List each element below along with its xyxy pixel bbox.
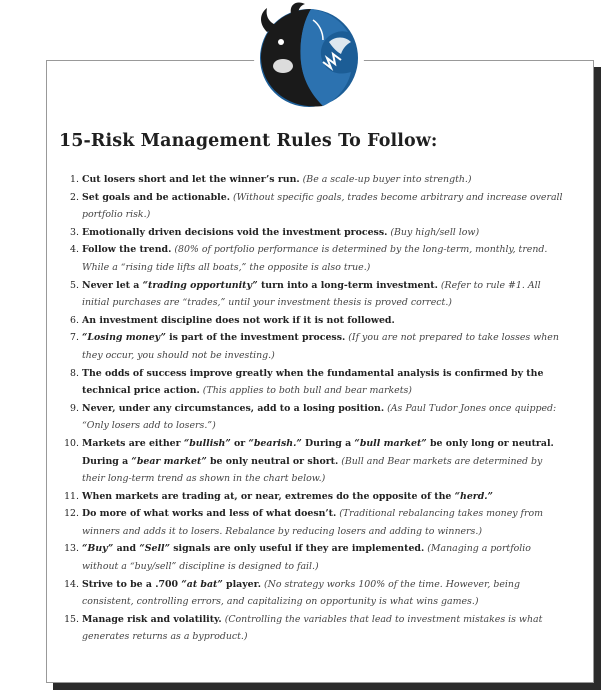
rule-item [64,611,564,646]
rule-item [64,505,564,540]
rule-text: signals are only useful if they are implemented. [169,543,425,555]
rule-note: (Be a scale-up buyer into strength.) [302,174,472,185]
rule-note: (Traditional rebalancing takes money from winners and adds it to losers. Rebalance by reducing losers and adding to winners.) [82,508,544,537]
rule-note: (No strategy works 100% of the time. However, being consistent, controlling errors, and capitalizing on opportunity is what wins games.) [82,578,520,608]
rule-item [64,435,564,488]
rule-text: be only long or neutral. During a [82,437,554,467]
rule-text: Follow the trend. [82,244,172,256]
rule-text: player. [222,578,261,590]
rule-number: 14. [64,578,79,590]
rule-text: turn into a long-term investment. [257,279,438,291]
rule-number: 15. [64,613,79,625]
rule-text: When markets are trading at, or near, extremes do the opposite of the [82,490,455,502]
rule-text: An investment discipline does not work if it is not followed. [82,314,395,326]
rule-note: (Buy high/sell low) [390,226,480,238]
rule-item [64,189,564,224]
rule-text: “bearish.” [248,437,302,449]
rule-text: Markets are either [82,437,184,449]
rule-text: and [113,543,140,555]
rule-item [64,365,564,400]
rule-number: 8. [70,367,79,379]
rule-text: Cut losers short and let the winner’s run. [82,174,300,185]
rule-number: 3. [70,226,79,238]
rule-number: 10. [64,437,79,449]
rule-text: “herd.” [454,490,493,502]
rule-item [64,400,564,435]
rule-text: Never let a [82,279,143,291]
rule-text: The odds of success improve greatly when the fundamental analysis is confirmed by the technical price action. [82,367,544,397]
rule-text: “trading opportunity” [142,279,258,291]
rule-text: “Buy” [82,543,114,555]
rule-item [64,540,564,575]
rule-text: Set goals and be actionable. [82,191,230,203]
rule-text: “bear market” [131,455,207,467]
rule-number: 9. [70,402,79,414]
rule-item [64,488,564,506]
rule-text: Strive to be a .700 [82,578,182,590]
rule-note: (If you are not prepared to take losses when they occur, you should not be investing.) [82,332,559,361]
bull-and-bear-logo-icon [253,2,365,114]
rule-text: Emotionally driven decisions void the investment process. [82,226,388,238]
rule-number: 11. [64,490,79,502]
rule-number: 13. [64,543,79,555]
rule-text: Do more of what works and less of what doesn’t. [82,508,337,520]
rule-number: 12. [64,508,79,520]
rule-text: “Losing money” [82,332,166,344]
rule-note: (As Paul Tudor Jones once quipped: “Only losers add to losers.”) [82,402,557,432]
rule-note: (Managing a portfolio without a “buy/sell” discipline is designed to fail.) [82,543,531,573]
rule-item [64,312,564,330]
rule-item [64,576,564,611]
rule-number: 1. [70,174,79,185]
rule-note: (Refer to rule #1. All initial purchases are “trades,” until your investment thesis is proved correct.) [82,279,541,309]
rule-note: (80% of portfolio performance is determined by the long-term, monthly, trend. While a “rising tide lifts all boats,” the opposite is also true.) [82,244,548,273]
rule-text: “bull market” [354,437,427,449]
rule-text: Manage risk and volatility. [82,613,222,625]
rule-number: 5. [70,279,79,291]
rule-item [64,241,564,276]
rule-note: (Without specific goals, trades become arbitrary and increase overall portfolio risk.) [82,191,563,221]
rule-text: is part of the investment process. [165,332,346,344]
rule-item [64,277,564,312]
rule-number: 4. [70,244,79,256]
rule-number: 6. [70,314,79,326]
rule-note: (Bull and Bear markets are determined by their long-term trend as shown in the chart below.) [82,455,543,485]
rule-item [64,329,564,364]
rule-text: be only neutral or short. [206,455,339,467]
rules-list [64,171,564,646]
rule-item [64,224,564,242]
rule-text: “Sell” [139,543,170,555]
rule-item [64,171,564,189]
rule-note: (Controlling the variables that lead to investment mistakes is what generates returns as a byproduct.) [82,613,543,643]
page-title: 15-Risk Management Rules To Follow: [59,131,438,151]
rule-text: Never, under any circumstances, add to a losing position. [82,402,385,414]
rule-text: “bullish” [183,437,231,449]
rule-number: 7. [70,332,79,344]
rule-number: 2. [70,191,79,203]
rule-text: “at bat” [181,578,223,590]
rule-text: During a [301,437,355,449]
rule-note: (This applies to both bull and bear markets) [202,385,412,397]
rule-text: or [230,437,249,449]
